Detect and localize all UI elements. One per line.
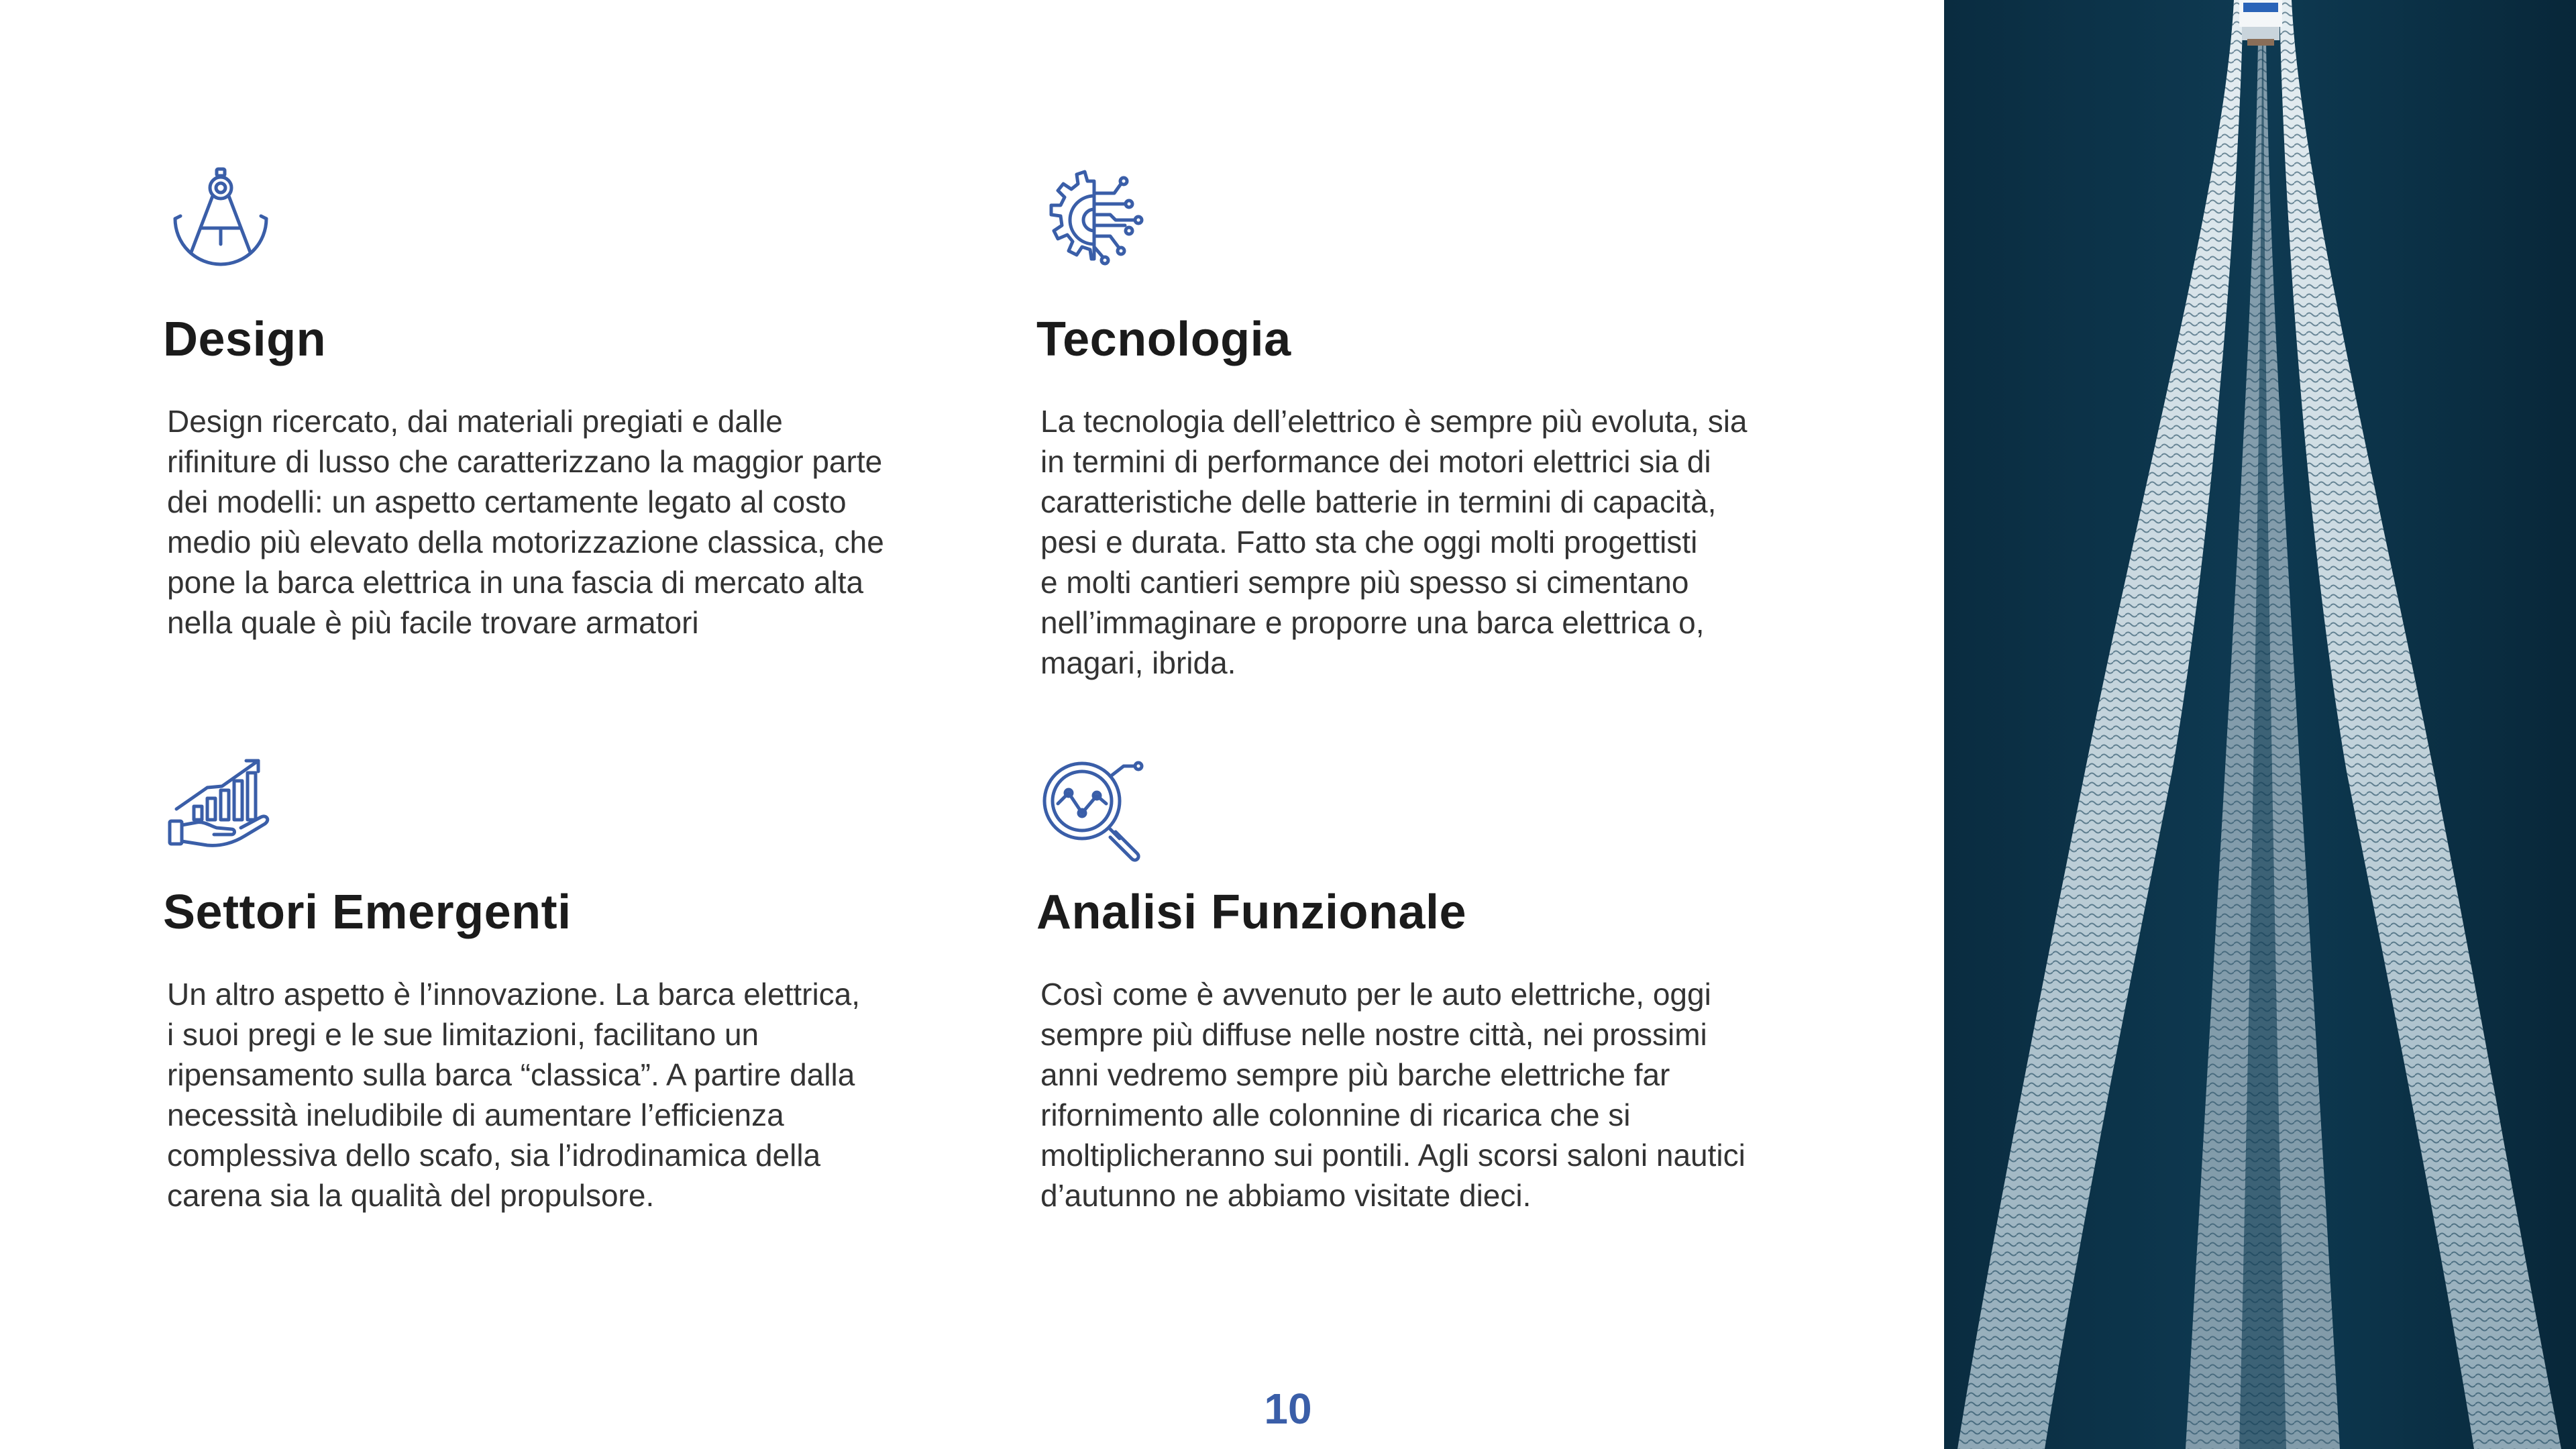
magnifier-analysis-icon [1040,757,1148,864]
section-title: Settori Emergenti [163,885,572,939]
gear-circuit-icon [1040,166,1148,274]
section-title: Analisi Funzionale [1036,885,1467,939]
section-body: Design ricercato, dai materiali pregiati e dalle rifiniture di lusso che caratterizzano la maggior parte dei modelli: un aspetto certamente legato al costo medio più elevato della motorizzazione classica, che pone la barca elettrica in una fascia di mercato alta nella quale è più facile trovare armatori [167,404,884,640]
section-title: Tecnologia [1036,313,1291,366]
section-body: Un altro aspetto è l’innovazione. La barca elettrica, i suoi pregi e le sue limitazioni, facilitano un ripensamento sulla barca “classica”. A partire dalla necessità ineludibile di aumentare l’efficienza complessiva dello scafo, sia l’idrodinamica della carena sia la qualità del propulsore. [167,977,861,1213]
section-body: La tecnologia dell’elettrico è sempre più evoluta, sia in termini di performance dei motori elettrici sia di caratteristiche delle batterie in termini di capacità, pesi e durata. Fatto sta che oggi molti progettisti e molti cantieri sempre più spesso si cimentano nell’immaginare e proporre una barca elettrica o, magari, ibrida. [1040,404,1748,680]
boat-wake-photo [1944,0,2576,1449]
compass-drafting-icon [167,166,274,274]
page-number: 10 [1264,1385,1312,1433]
section-body: Così come è avvenuto per le auto elettriche, oggi sempre più diffuse nelle nostre città, nei prossimi anni vedremo sempre più barche elettriche far rifornimento alle colonnine di ricarica che si moltiplicheranno sui pontili. Agli scorsi saloni nautici d’autunno ne abbiamo visitate dieci. [1040,977,1746,1213]
growth-chart-hand-icon [167,757,274,864]
section-title: Design [163,313,327,366]
